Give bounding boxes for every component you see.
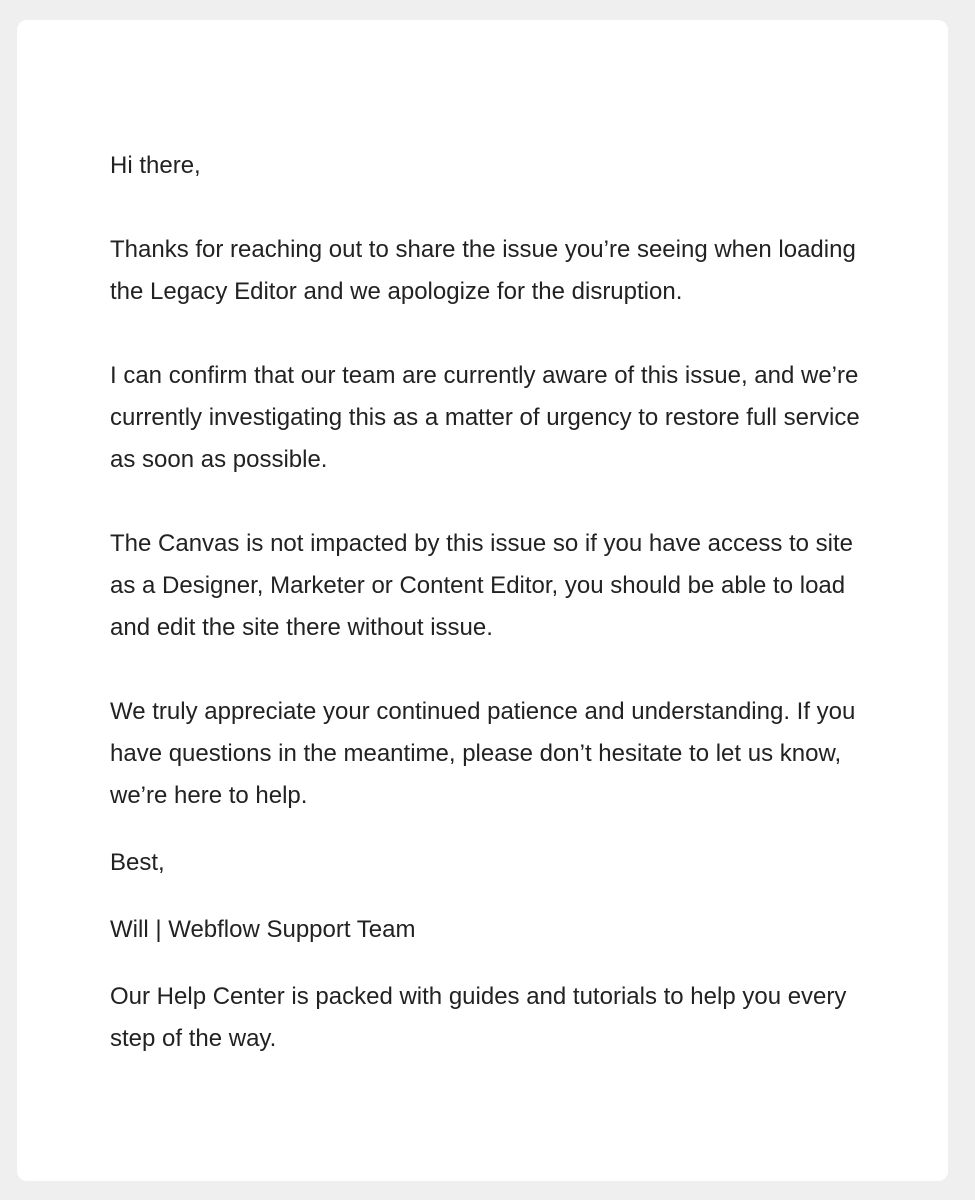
email-paragraph: The Canvas is not impacted by this issue so if you have access to site as a Designer, Marketer or Content Editor, you should be able to load and edit the site there without issue. bbox=[110, 530, 854, 641]
email-paragraph: We truly appreciate your continued patience and understanding. If you have questions in the meantime, please don’t hesitate to let us know, we’re here to help. bbox=[110, 698, 856, 809]
email-body bbox=[110, 145, 870, 1060]
email-paragraph: Thanks for reaching out to share the issue you’re seeing when loading the Legacy Editor and we apologize for the disruption. bbox=[110, 236, 856, 305]
email-signature: Will | Webflow Support Team bbox=[110, 916, 416, 943]
email-signoff: Best, bbox=[110, 849, 165, 876]
email-card bbox=[17, 20, 948, 1181]
help-center-note: Our Help Center is packed with guides and tutorials to help you every step of the way. bbox=[110, 983, 847, 1052]
email-paragraph: I can confirm that our team are currently aware of this issue, and we’re currently investigating this as a matter of urgency to restore full service as soon as possible. bbox=[110, 362, 860, 473]
email-greeting: Hi there, bbox=[110, 152, 201, 179]
